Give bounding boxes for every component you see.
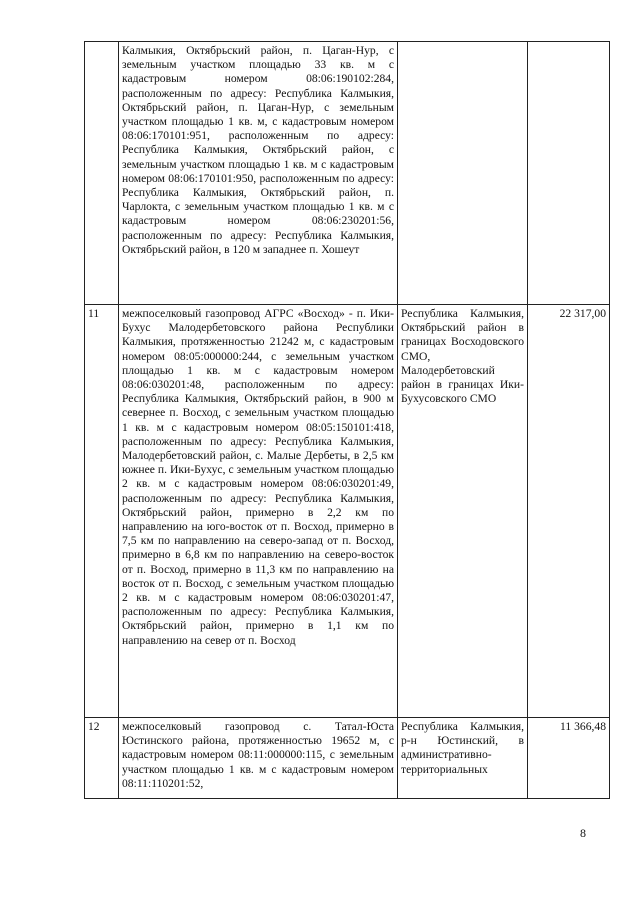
object-cost-cell: 11 366,48 (528, 718, 610, 799)
table-row (85, 718, 610, 799)
object-description-text: Калмыкия, Октябрьский район, п. Цаган-Нур, с земельным участком площадью 33 кв. м с кадастровым номером 08:06:190102:284, расположенным по адресу: Республика Калмыкия, Октябрьский район, п. Цаган-Нур, с земельным участком площадью 1 кв. м, с кадастровым номером 08:06:170101:951, расположенным по адресу: Республика Калмыкия, Октябрьский район, с земельным участком площадью 1 кв. м с кадастровым номером 08:06:170101:950, расположенным по адресу: Республика Калмыкия, Октябрьский район, п. Чарлокта, с земельным участком площадью 1 кв. м с кадастровым номером 08:06:230201:56, расположенным по адресу: Республика Калмыкия, Октябрьский район, в 120 м западнее п. Хошеут (122, 44, 394, 256)
table-row (85, 42, 610, 305)
row-number-cell: 11 (85, 305, 119, 718)
object-description-cell (119, 718, 398, 799)
object-description-text: межпоселковый газопровод с. Татал-Юста Юстинского района, протяженностью 19652 м, с кадастровым номером 08:11:000000:115, с земельным участком площадью 1 кв. м с кадастровым номером 08:11:110201:52, (122, 720, 394, 790)
object-cost-cell (528, 42, 610, 305)
object-description-text: межпоселковый газопровод АГРС «Восход» - п. Ики-Бухус Малодербетовского района Республики Калмыкия, протяженностью 21242 м, с кадастровым номером 08:05:000000:244, с земельным участком площадью 1 кв. м с кадастровым номером 08:06:030201:48, расположенным по адресу: Республика Калмыкия, Октябрьский район, в 900 м севернее п. Восход, с земельным участком площадью 1 кв. м с кадастровым номером 08:05:150101:418, расположенным по адресу: Республика Калмыкия, Малодербетовский район, с. Малые Дербеты, в 2,5 км южнее п. Ики-Бухус, с земельным участком площадью 2 кв. м с кадастровым номером 08:06:030201:49, расположенным по адресу: Республика Калмыкия, Октябрьский район, примерно в 2,2 км по направлению на юго-восток от п. Восход, примерно в 7,5 км по направлению на северо-запад от п. Восход, примерно в 6,8 км по направлению на северо-восток от п. Восход, примерно в 11,3 км по направлению на восток от п. Восход, с земельным участком площадью 2 кв. м с кадастровым номером 08:06:030201:47, расположенным по адресу: Республика Калмыкия, Октябрьский район, примерно в 1,1 км по направлению на север от п. Восход (122, 307, 394, 647)
object-description-cell (119, 42, 398, 305)
object-location-cell (398, 42, 528, 305)
page-number: 8 (580, 826, 586, 840)
object-cost-cell: 22 317,00 (528, 305, 610, 718)
row-number-cell: 12 (85, 718, 119, 799)
row-number-cell (85, 42, 119, 305)
object-location-cell (398, 305, 528, 718)
object-location-cell (398, 718, 528, 799)
object-description-cell (119, 305, 398, 718)
table-row (85, 305, 610, 718)
object-location-text: Республика Калмыкия, Октябрьский район в границах Восходовского СМО, Малодербетовский район в границах Ики-Бухусовского СМО (401, 307, 524, 406)
property-table (84, 41, 610, 799)
object-location-text: Республика Калмыкия, р-н Юстинский, в административно-территориальных (401, 720, 524, 776)
